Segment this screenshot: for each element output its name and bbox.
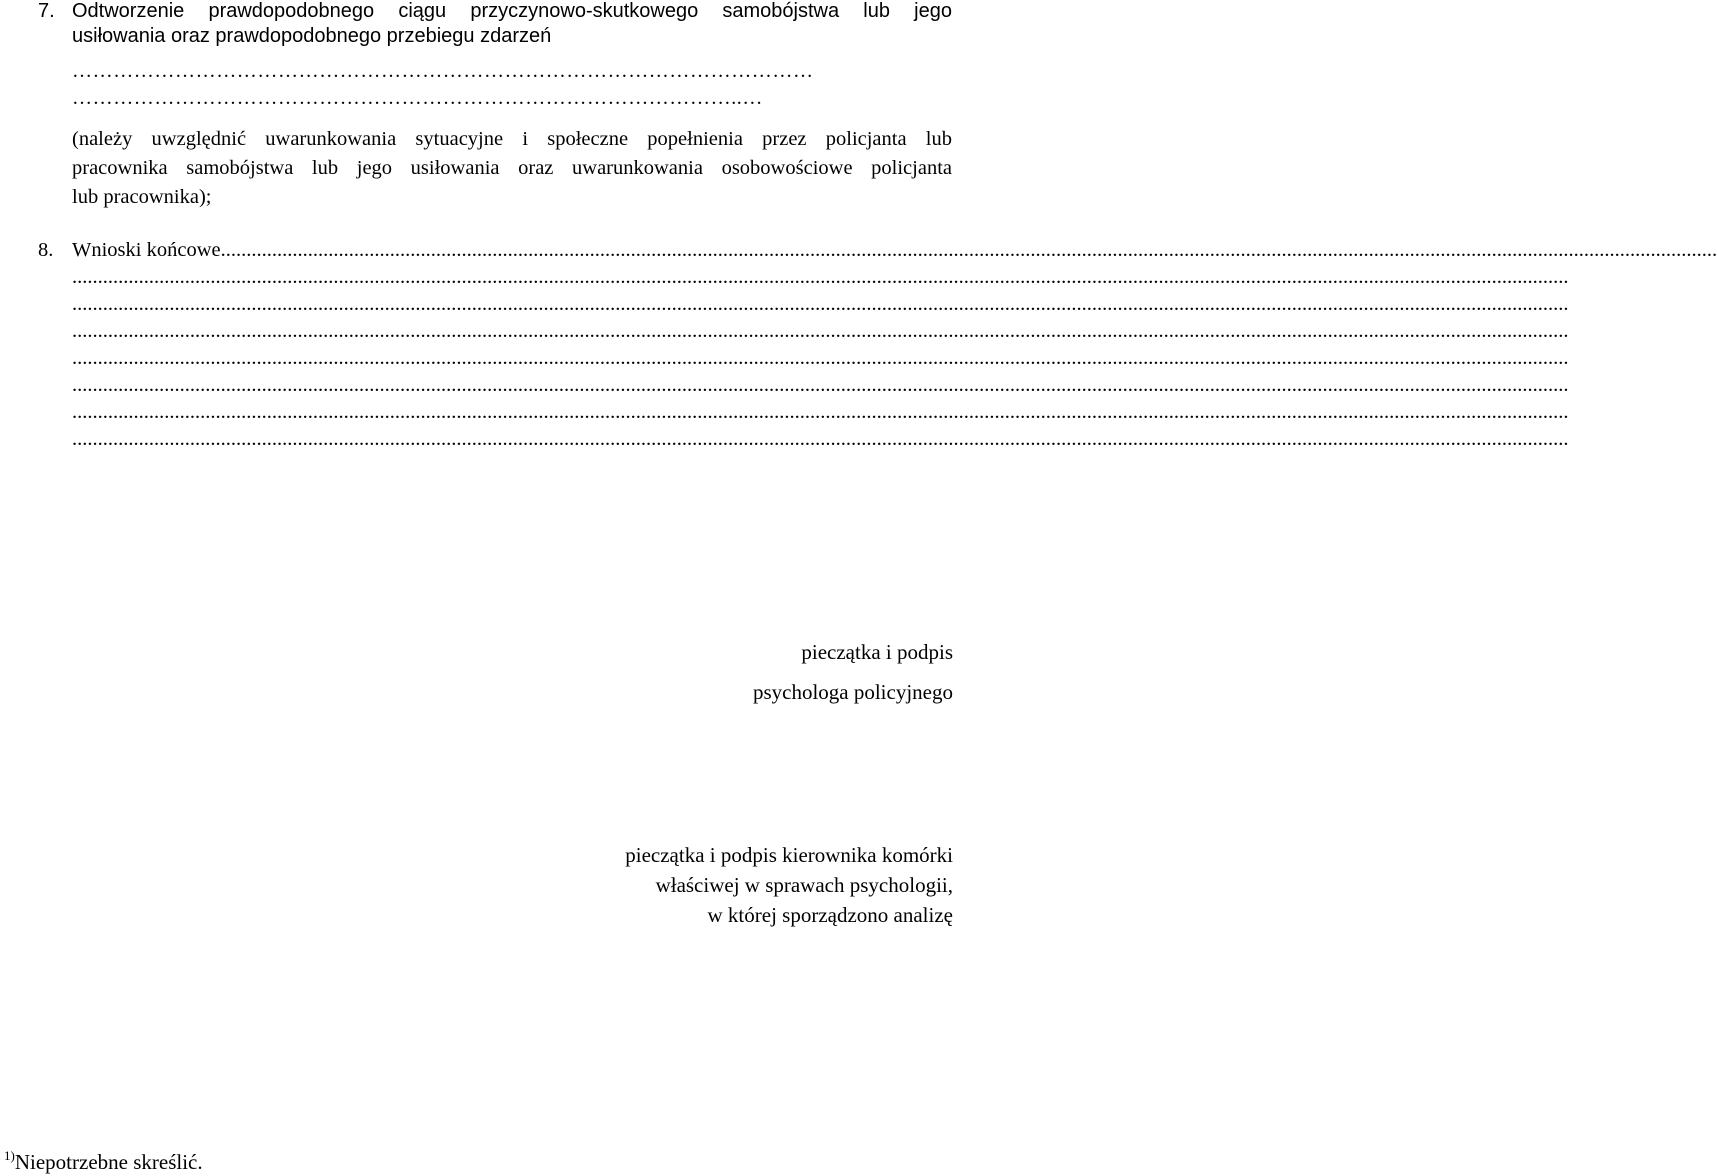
section-7-heading-line-1: Odtworzenie prawdopodobnego ciągu przyczynowo-skutkowego samobójstwa lub jego [72,0,952,22]
section-8-number: 8. [38,239,54,261]
signature-head-line-2: właściwej w sprawach psychologii, [655,873,953,897]
signature-head-line-1: pieczątka i podpis kierownika komórki [625,843,953,867]
dotted-fill-line: .................................................................................................................................................................................................................................................................................................... [72,320,1569,342]
dotted-fill-line: .................................................................................................................................................................................................................................................................................................... [220,239,1717,261]
dotted-fill-line: .................................................................................................................................................................................................................................................................................................... [72,293,1569,315]
footnote-marker: 1) [4,1148,15,1163]
footnote-text: Niepotrzebne skreślić. [14,1150,203,1174]
signature-head-line-3: w której sporządzono analizę [707,903,953,927]
dotted-fill-line: .................................................................................................................................................................................................................................................................................................... [72,428,1569,450]
signature-psychologist-line-2: psychologa policyjnego [752,680,953,704]
dotted-fill-line: .................................................................................................................................................................................................................................................................................................... [72,374,1569,396]
section-8-heading: Wnioski końcowe [72,239,221,261]
section-7-heading-line-2: usiłowania oraz prawdopodobnego przebiegu zdarzeń [72,25,552,47]
dotted-fill-line: .................................................................................................................................................................................................................................................................................................... [72,266,1569,288]
footnote [4,1148,203,1175]
dotted-fill-line: ……………………………………………………………………………………..… [72,87,763,109]
section-7-number: 7. [38,0,55,22]
section-7-note-line-3: lub pracownika); [72,186,212,208]
section-7-note-line-2: pracownika samobójstwa lub jego usiłowania oraz uwarunkowania osobowościowe policjanta [72,157,952,179]
section-8-row [72,239,1717,262]
dotted-fill-line: .................................................................................................................................................................................................................................................................................................... [72,401,1569,423]
dotted-fill-line: .................................................................................................................................................................................................................................................................................................... [72,347,1569,369]
dotted-fill-line: ……………………………………………………………………………………………… [72,60,814,82]
signature-psychologist-line-1: pieczątka i podpis [801,640,953,664]
section-7-note-line-1: (należy uwzględnić uwarunkowania sytuacyjne i społeczne popełnienia przez policjanta lub [72,128,952,150]
